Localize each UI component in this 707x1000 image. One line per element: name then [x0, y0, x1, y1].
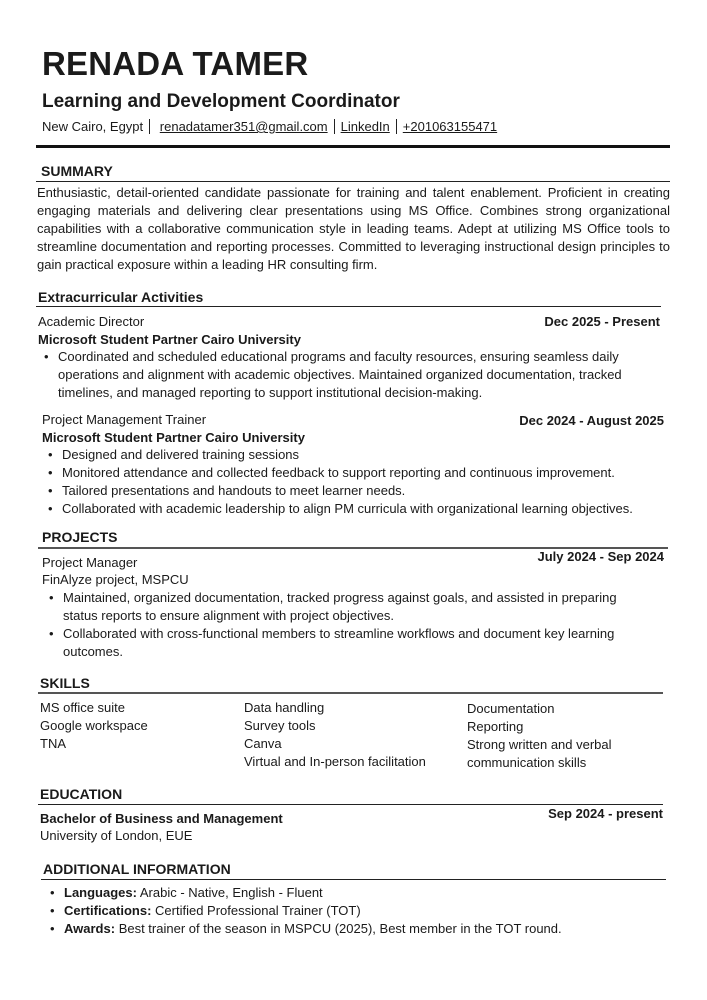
skill-item: Google workspace — [40, 718, 148, 733]
bullet-icon: • — [48, 483, 53, 498]
contact-line — [42, 118, 497, 135]
skill-item: TNA — [40, 736, 66, 751]
skills-column-2 — [244, 699, 426, 771]
skills-heading: SKILLS — [40, 675, 90, 691]
education-school: University of London, EUE — [40, 828, 193, 843]
phone-link[interactable]: +201063155471 — [402, 119, 498, 134]
activity-org: Microsoft Student Partner Cairo University — [38, 332, 301, 347]
education-date: Sep 2024 - present — [548, 806, 663, 821]
skill-item: Reporting — [467, 719, 524, 734]
projects-heading: PROJECTS — [42, 529, 118, 545]
bullet-icon: • — [50, 903, 55, 918]
additional-list — [44, 884, 664, 938]
additional-item-certifications: • Certifications: Certified Professional Trainer (TOT) — [50, 903, 361, 918]
activity-role: Academic Director — [38, 314, 145, 329]
bullet-item: • Coordinated and scheduled educational programs and faculty resources, ensuring seamless daily operations and alignment with academic objectives. Maintained organized documentation, tracked timelines, and managed reporting to support institutional decision-making. — [44, 349, 622, 400]
activity-org: Microsoft Student Partner Cairo University — [42, 430, 305, 445]
project-role: Project Manager — [42, 555, 138, 570]
activity-role: Project Management Trainer — [42, 412, 207, 427]
additional-heading: ADDITIONAL INFORMATION — [43, 861, 231, 877]
extracurricular-divider — [36, 306, 661, 307]
bullet-icon: • — [48, 465, 53, 480]
bullet-icon: • — [49, 626, 54, 641]
skill-item: communication skills — [467, 755, 587, 770]
skills-column-3 — [467, 700, 612, 772]
education-heading: EDUCATION — [40, 786, 123, 802]
skill-item: Canva — [244, 736, 282, 751]
skill-item: MS office suite — [40, 700, 126, 715]
skills-column-1 — [40, 699, 148, 753]
summary-heading: SUMMARY — [41, 163, 113, 179]
bullet-item: • Collaborated with academic leadership to align PM curricula with organizational learning objectives. — [48, 501, 633, 516]
candidate-name: RENADA TAMER — [42, 45, 309, 82]
activity-bullets — [38, 348, 668, 402]
bullet-item: • Designed and delivered training sessions — [48, 447, 300, 462]
skill-item: Survey tools — [244, 718, 316, 733]
skill-item: Data handling — [244, 700, 325, 715]
summary-divider — [36, 181, 670, 182]
additional-divider — [41, 879, 666, 880]
skill-item: Virtual and In-person facilitation — [244, 754, 426, 769]
skill-item: Strong written and verbal — [467, 737, 612, 752]
additional-item-languages: • Languages: Arabic - Native, English - Fluent — [50, 885, 323, 900]
project-date: July 2024 - Sep 2024 — [537, 549, 664, 564]
skill-item: Documentation — [467, 701, 555, 716]
skills-divider — [38, 692, 663, 694]
bullet-icon: • — [49, 590, 54, 605]
bullet-icon: • — [50, 921, 55, 936]
activity-date: Dec 2024 - August 2025 — [519, 413, 664, 428]
bullet-icon: • — [44, 349, 49, 364]
extracurricular-heading: Extracurricular Activities — [38, 289, 204, 305]
education-degree: Bachelor of Business and Management — [40, 811, 283, 826]
bullet-item: • Tailored presentations and handouts to meet learner needs. — [48, 483, 406, 498]
location: New Cairo, Egypt — [42, 119, 144, 134]
summary-text: Enthusiastic, detail-oriented candidate passionate for training and talent enablement. Proficient in creating engaging materials and delivering clear presentations using MS Office. Combines strong organizational capabilities with a collaborative communication style in leading teams. Adept at utilizing MS Office tools to streamline documentation and reporting processes. Committed to leveraging instructional design principles to gain practical exposure within a leading HR consulting firm. — [37, 185, 670, 272]
email-link[interactable]: renadatamer351@gmail.com — [159, 119, 328, 134]
separator — [334, 119, 335, 134]
bullet-icon: • — [48, 447, 53, 462]
bullet-item: • Maintained, organized documentation, tracked progress against goals, and assisted in preparing status reports to ensure alignment with project objectives. — [49, 590, 617, 623]
activity-date: Dec 2025 - Present — [544, 314, 660, 329]
job-title: Learning and Development Coordinator — [42, 91, 400, 112]
project-org: FinAlyze project, MSPCU — [42, 572, 189, 587]
separator — [149, 119, 150, 134]
bullet-item: • Monitored attendance and collected feedback to support reporting and continuous improvement. — [48, 465, 615, 480]
separator — [396, 119, 397, 134]
bullet-icon: • — [50, 885, 55, 900]
additional-item-awards: • Awards: Best trainer of the season in MSPCU (2025), Best member in the TOT round. — [50, 921, 562, 936]
linkedin-link[interactable]: LinkedIn — [340, 119, 390, 134]
header-divider — [36, 145, 670, 148]
bullet-item: • Collaborated with cross-functional members to streamline workflows and document key learning outcomes. — [49, 626, 615, 659]
activity-bullets — [42, 446, 702, 518]
project-bullets — [43, 589, 633, 661]
bullet-icon: • — [48, 501, 53, 516]
